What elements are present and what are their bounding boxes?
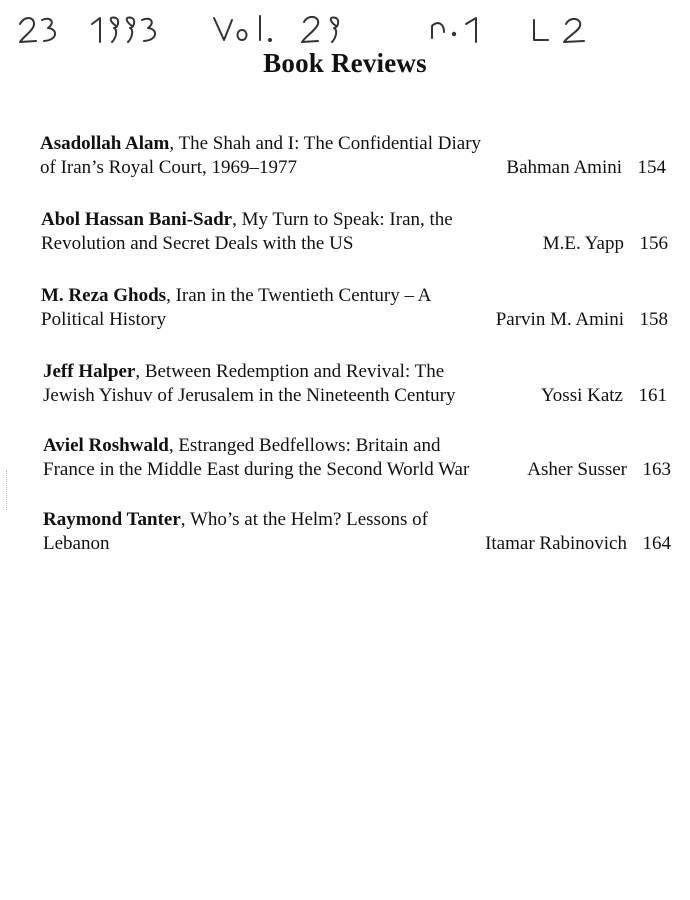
review-entry [41,284,671,332]
review-author: Aviel Roshwald [43,435,169,456]
page-title: Book Reviews [263,48,427,78]
review-citation: Aviel Roshwald, Estranged Bedfellows: Britain and France in the Middle East during the Second World War [43,435,470,480]
review-entry [41,434,671,482]
review-meta [506,156,666,180]
reviewer-name: Itamar Rabinovich [485,533,627,554]
review-page-number: 163 [642,459,671,480]
reviewer-name: Parvin M. Amini [495,309,624,330]
review-book-title: Who’s at the Helm? Lessons of Lebanon [43,509,428,554]
review-entry [41,208,671,256]
review-entry [41,360,671,408]
review-book-title: The Shah and I: The Confidential Diary of Iran’s Royal Court, 1969–1977 [40,133,482,178]
review-meta [496,308,668,332]
reviewer-name: Bahman Amini [506,157,622,178]
review-page-number: 158 [639,309,668,330]
review-page-number: 156 [639,233,668,254]
review-book-title: My Turn to Speak: Iran, the Revolution and Secret Deals with the US [41,209,453,254]
review-book-title: Between Redemption and Revival: The Jewish Yishuv of Jerusalem in the Nineteenth Century [43,361,456,406]
reviews-list [40,132,670,556]
review-author: Jeff Halper [43,361,136,382]
review-entry [41,508,671,556]
review-author: Asadollah Alam [40,133,170,154]
review-book-title: Iran in the Twentieth Century – A Political History [41,285,431,330]
review-citation: M. Reza Ghods, Iran in the Twentieth Century – A Political History [41,285,431,330]
review-page-number: 161 [638,385,667,406]
review-entry [40,132,670,180]
review-citation: Jeff Halper, Between Redemption and Revival: The Jewish Yishuv of Jerusalem in the Nineteenth Century [43,361,456,406]
review-citation: Abol Hassan Bani-Sadr, My Turn to Speak: Iran, the Revolution and Secret Deals with the US [41,209,453,254]
review-book-title: Estranged Bedfellows: Britain and France in the Middle East during the Second World War [43,435,470,480]
review-citation: Raymond Tanter, Who’s at the Helm? Lessons of Lebanon [43,509,428,554]
review-page-number: 154 [637,157,666,178]
review-meta [485,532,671,556]
reviewer-name: M.E. Yapp [542,233,624,254]
review-author: Abol Hassan Bani-Sadr [41,209,233,230]
reviewer-name: Yossi Katz [540,385,623,406]
review-page-number: 164 [642,533,671,554]
review-meta [527,458,671,482]
scan-mark [6,470,10,510]
review-author: M. Reza Ghods [41,285,167,306]
review-author: Raymond Tanter [43,509,181,530]
review-meta [541,384,667,408]
reviewer-name: Asher Susser [527,459,627,480]
review-meta [543,232,668,256]
review-citation: Asadollah Alam, The Shah and I: The Confidential Diary of Iran’s Royal Court, 1969–1977 [40,133,482,178]
